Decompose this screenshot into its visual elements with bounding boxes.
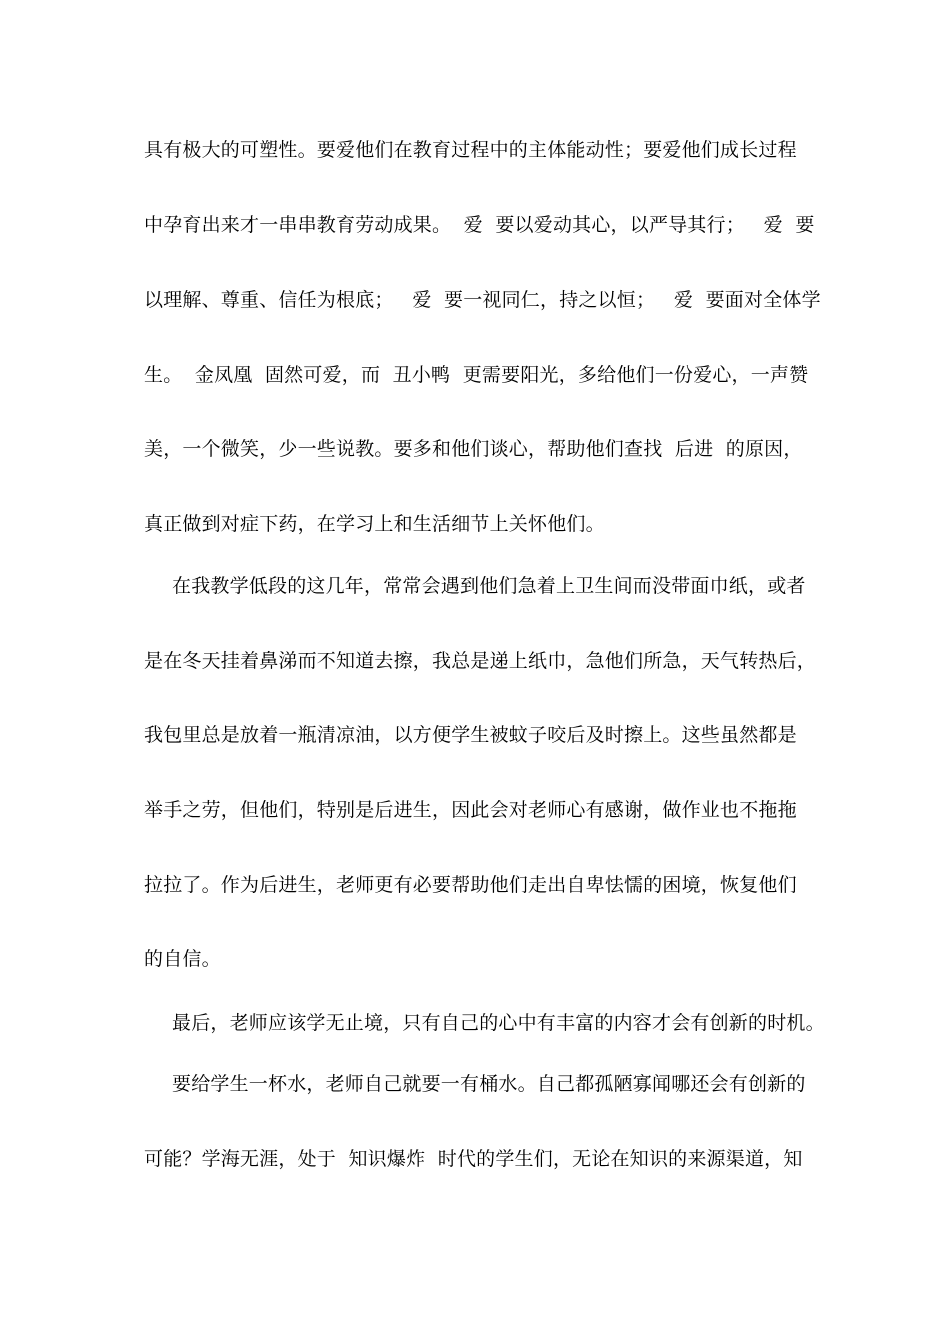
text-line: 在我教学低段的这几年，常常会遇到他们急着上卫生间而没带面巾纸，或者 <box>172 575 806 597</box>
text-line: 美，一个微笑，少一些说教。要多和他们谈心，帮助他们查找 后进 的原因， <box>144 438 803 460</box>
text-line: 可能？学海无涯，处于 知识爆炸 时代的学生们，无论在知识的来源渠道，知 <box>144 1148 803 1170</box>
text-line: 以理解、尊重、信任为根底； 爱 要一视同仁，持之以恒； 爱 要面对全体学 <box>144 289 821 311</box>
text-line: 中孕育出来才一串串教育劳动成果。 爱 要以爱动其心，以严导其行； 爱 要 <box>144 214 815 236</box>
text-line: 生。 金凤凰 固然可爱，而 丑小鸭 更需要阳光，多给他们一份爱心，一声赞 <box>144 364 809 386</box>
text-line: 真正做到对症下药，在学习上和生活细节上关怀他们。 <box>144 513 605 535</box>
text-line: 举手之劳，但他们，特别是后进生，因此会对老师心有感谢，做作业也不拖拖 <box>144 799 797 821</box>
text-line: 拉拉了。作为后进生，老师更有必要帮助他们走出自卑怯懦的困境，恢复他们 <box>144 874 797 896</box>
text-line: 我包里总是放着一瓶清凉油，以方便学生被蚊子咬后及时擦上。这些虽然都是 <box>144 724 797 746</box>
text-line: 的自信。 <box>144 948 221 970</box>
text-line: 要给学生一杯水，老师自己就要一有桶水。自己都孤陋寡闻哪还会有创新的 <box>172 1073 806 1095</box>
text-line: 最后，老师应该学无止境，只有自己的心中有丰富的内容才会有创新的时机。 <box>172 1012 825 1034</box>
text-line: 具有极大的可塑性。要爱他们在教育过程中的主体能动性；要爱他们成长过程 <box>144 139 797 161</box>
text-line: 是在冬天挂着鼻涕而不知道去擦，我总是递上纸巾，急他们所急，天气转热后， <box>144 650 817 672</box>
